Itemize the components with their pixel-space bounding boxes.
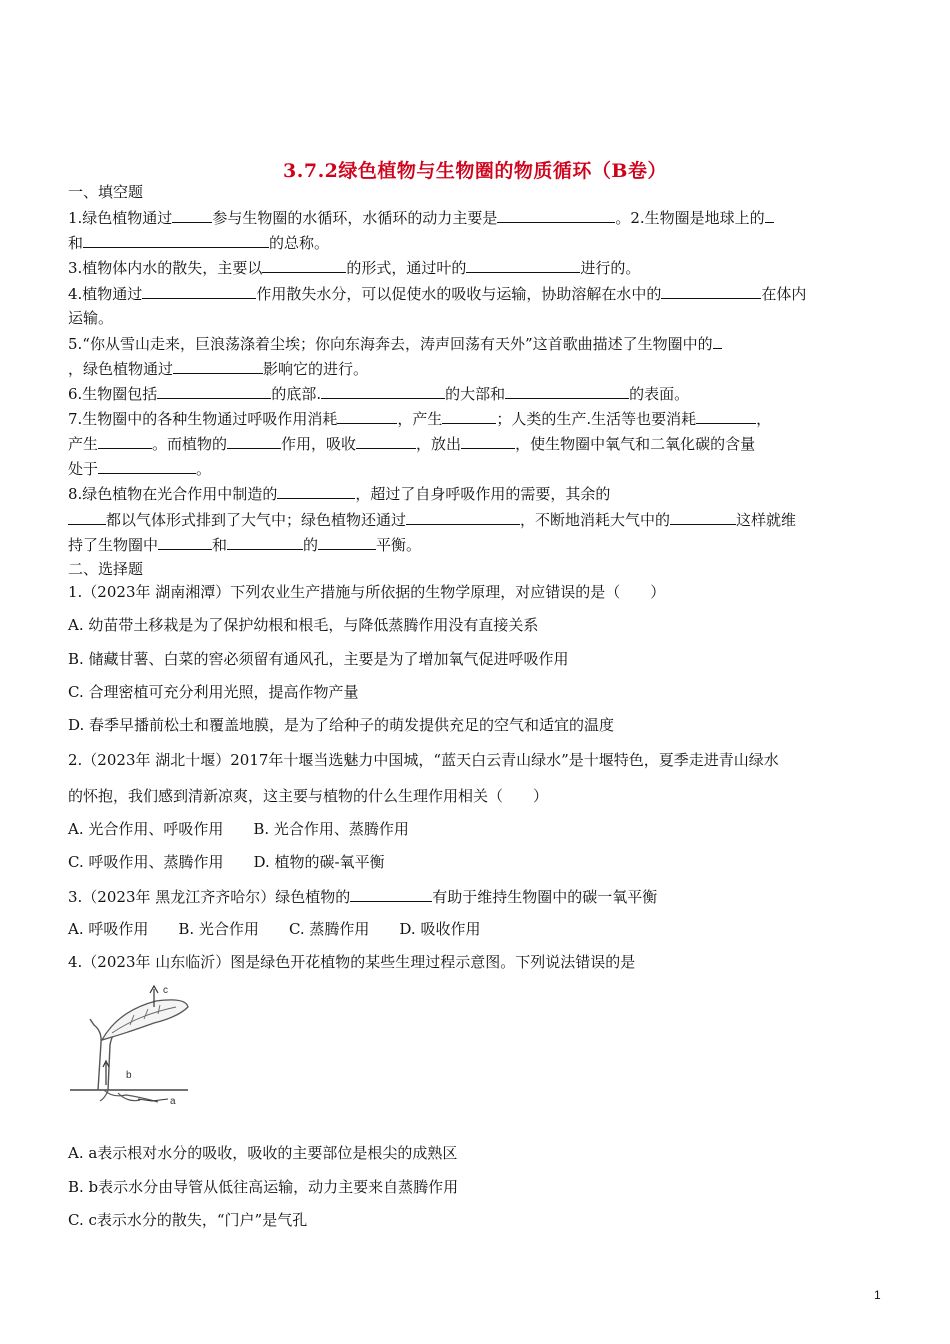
answer-blank <box>670 509 736 525</box>
label-b: b <box>126 1070 132 1081</box>
choice-q2-stem-line-1: 2.（2023年 湖北十堰）2017年十堰当选魅力中国城，“蓝天白云青山绿水”是十堰特色，夏季走进青山绿水 <box>68 751 779 769</box>
answer-blank <box>461 433 515 449</box>
choice-q2-option-d: D. 植物的碳-氧平衡 <box>253 853 385 871</box>
choice-q3-option-b: B. 光合作用 <box>178 920 259 938</box>
q6-text-c: 的大部和 <box>445 385 506 403</box>
choice-q3-options <box>68 919 480 939</box>
choice-q2-option-c: C. 呼吸作用、蒸腾作用 <box>68 853 224 871</box>
plant-process-diagram <box>68 983 193 1105</box>
leaf-icon <box>102 1000 188 1040</box>
arrow-a-line <box>138 1099 168 1101</box>
q7-text-d: ， <box>756 410 772 428</box>
question-8-line-3 <box>68 534 421 555</box>
q7-text-a: 7.生物圈中的各种生物通过呼吸作用消耗 <box>68 410 338 428</box>
choice-q1-option-c: C. 合理密植可充分利用光照，提高作物产量 <box>68 683 359 701</box>
answer-blank <box>277 483 355 499</box>
question-4-line-1 <box>68 283 806 304</box>
q4-text-c: 在体内 <box>761 285 807 303</box>
q7-text-h: ，放出 <box>416 435 462 453</box>
answer-blank <box>466 257 580 273</box>
q3-text-c: 进行的。 <box>580 259 641 277</box>
label-a: a <box>170 1096 176 1105</box>
question-4-line-2: 运输。 <box>68 309 114 327</box>
choice-q3-option-c: C. 蒸腾作用 <box>288 920 370 938</box>
choice-q2-option-b: B. 光合作用、蒸腾作用 <box>253 820 409 838</box>
q8-text-b: ，超过了自身呼吸作用的需要，其余的 <box>355 485 611 503</box>
q8-text-e: 这样就维 <box>736 511 797 529</box>
answer-blank <box>157 383 271 399</box>
question-8-line-2 <box>68 509 796 530</box>
answer-blank <box>227 433 281 449</box>
q8-text-c: 都以气体形式排到了大气中；绿色植物还通过 <box>106 511 407 529</box>
choice-q1-option-d: D. 春季早播前松土和覆盖地膜，是为了给种子的萌发提供充足的空气和适宜的温度 <box>68 716 615 734</box>
answer-blank <box>321 383 445 399</box>
question-3 <box>68 257 640 278</box>
q8-text-f: 持了生物圈中 <box>68 536 159 554</box>
choice-q2-stem-line-2: 的怀抱，我们感到清新凉爽，这主要与植物的什么生理作用相关（ ） <box>68 787 549 805</box>
answer-blank <box>356 433 416 449</box>
choice-q2-option-a: A. 光合作用、呼吸作用 <box>68 820 224 838</box>
q3-text-a: 3.植物体内水的散失，主要以 <box>68 259 263 277</box>
q4-text-a: 4.植物通过 <box>68 285 143 303</box>
answer-blank <box>765 207 774 223</box>
answer-blank <box>350 886 432 902</box>
q1-text-a: 1.绿色植物通过 <box>68 209 173 227</box>
answer-blank <box>68 509 106 525</box>
stem-outline-left <box>90 1019 101 1090</box>
choice-q1-stem: 1.（2023年 湖南湘潭）下列农业生产措施与所依据的生物学原理，对应错误的是（ ） <box>68 583 666 601</box>
answer-blank <box>337 408 397 424</box>
question-1-line-1 <box>68 207 774 228</box>
q7-text-k: 。 <box>196 460 212 478</box>
answer-blank <box>713 333 722 349</box>
q7-text-f: 。而植物的 <box>152 435 228 453</box>
q8-text-h: 的 <box>303 536 319 554</box>
choice-q4-stem: 4.（2023年 山东临沂）图是绿色开花植物的某些生理过程示意图。下列说法错误的是 <box>68 953 636 971</box>
q5-text-b: ，绿色植物通过 <box>68 360 174 378</box>
q8-text-d: ，不断地消耗大气中的 <box>520 511 671 529</box>
choice-q4-option-a: A. a表示根对水分的吸收，吸收的主要部位是根尖的成熟区 <box>68 1144 458 1162</box>
answer-blank <box>98 433 152 449</box>
choice-q3-text-a: 3.（2023年 黑龙江齐齐哈尔）绿色植物的 <box>68 888 351 906</box>
answer-blank <box>83 232 269 248</box>
choice-q1-option-a: A. 幼苗带土移栽是为了保护幼根和根毛，与降低蒸腾作用没有直接关系 <box>68 616 539 634</box>
answer-blank <box>442 408 496 424</box>
choice-q3-option-a: A. 呼吸作用 <box>68 920 149 938</box>
choice-q2-options-row-1 <box>68 819 409 839</box>
q8-text-i: 平衡。 <box>376 536 422 554</box>
q7-text-i: ，使生物圈中氧气和二氧化碳的含量 <box>515 435 756 453</box>
question-1-line-2 <box>68 232 329 253</box>
question-8-line-1 <box>68 483 610 504</box>
choice-q2-options-row-2 <box>68 852 385 872</box>
q5-text-c: 影响它的进行。 <box>263 360 369 378</box>
answer-blank <box>406 509 520 525</box>
question-7-line-2 <box>68 433 755 454</box>
choice-q3-option-d: D. 吸收作用 <box>399 920 481 938</box>
question-6 <box>68 383 689 404</box>
q1-text-e: 的总称。 <box>269 234 330 252</box>
q7-text-j: 处于 <box>68 460 99 478</box>
answer-blank <box>172 207 212 223</box>
choice-q1-option-b: B. 储藏甘薯、白菜的窖必须留有通风孔，主要是为了增加氧气促进呼吸作用 <box>68 650 569 668</box>
question-5-line-1 <box>68 333 722 354</box>
answer-blank <box>497 207 615 223</box>
answer-blank <box>505 383 629 399</box>
answer-blank <box>142 283 256 299</box>
section-heading-choice: 二、选择题 <box>68 560 144 578</box>
q7-text-g: 作用，吸收 <box>281 435 357 453</box>
q6-text-a: 6.生物圈包括 <box>68 385 158 403</box>
label-c: c <box>163 985 168 996</box>
question-5-line-2 <box>68 358 368 379</box>
answer-blank <box>158 534 212 550</box>
q7-text-b: ，产生 <box>397 410 443 428</box>
q7-text-c: ；人类的生产.生活等也要消耗 <box>496 410 697 428</box>
choice-q3-text-b: 有助于维持生物圈中的碳一氧平衡 <box>432 888 658 906</box>
q6-text-b: 的底部. <box>271 385 322 403</box>
page-number: 1 <box>874 1288 881 1302</box>
choice-q4-option-c: C. c表示水分的散失，“门户”是气孔 <box>68 1211 308 1229</box>
section-heading-fill: 一、填空题 <box>68 183 144 201</box>
choice-q4-option-b: B. b表示水分由导管从低往高运输，动力主要来自蒸腾作用 <box>68 1178 459 1196</box>
answer-blank <box>262 257 346 273</box>
question-7-line-1 <box>68 408 771 429</box>
q1-text-b: 参与生物圈的水循环，水循环的动力主要是 <box>212 209 498 227</box>
q5-text-a: 5.“你从雪山走来，巨浪荡涤着尘埃；你向东海奔去，涛声回荡有天外”这首歌曲描述了生物圈中的 <box>68 335 713 353</box>
page-title: 3.7.2绿色植物与生物圈的物质循环（B卷） <box>283 160 667 182</box>
q7-text-e: 产生 <box>68 435 99 453</box>
q3-text-b: 的形式，通过叶的 <box>346 259 467 277</box>
q8-text-a: 8.绿色植物在光合作用中制造的 <box>68 485 278 503</box>
question-7-line-3 <box>68 458 211 479</box>
answer-blank <box>98 458 196 474</box>
q1-text-c: 。2.生物圈是地球上的 <box>615 209 765 227</box>
answer-blank <box>661 283 761 299</box>
q6-text-d: 的表面。 <box>629 385 690 403</box>
answer-blank <box>227 534 303 550</box>
answer-blank <box>318 534 376 550</box>
answer-blank <box>696 408 756 424</box>
q8-text-g: 和 <box>212 536 228 554</box>
answer-blank <box>173 358 263 374</box>
choice-q3-stem <box>68 886 657 907</box>
q4-text-b: 作用散失水分，可以促使水的吸收与运输，协助溶解在水中的 <box>256 285 662 303</box>
q1-text-d: 和 <box>68 234 84 252</box>
